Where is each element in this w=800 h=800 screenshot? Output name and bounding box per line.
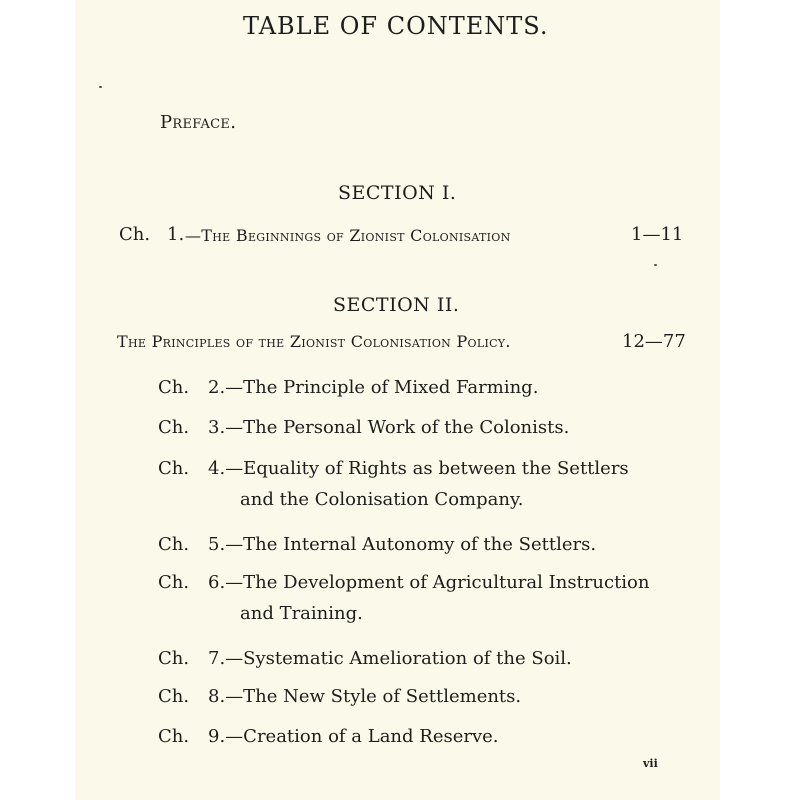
chapter-4-entry: 4.—Equality of Rights as between the Settlers [208,458,629,479]
chapter-3-label: Ch. [158,417,190,438]
book-page [75,0,720,800]
chapter-9-label: Ch. [158,726,190,747]
preface-entry: Preface. [160,112,237,133]
chapter-1-pages: 1—11 [631,224,684,245]
page-folio: vii [643,757,658,770]
chapter-2-entry: 2.—The Principle of Mixed Farming. [208,377,539,398]
section-2-title: SECTION II. [333,294,460,316]
chapter-7-label: Ch. [158,648,190,669]
paper-speck [99,86,102,88]
chapter-6-entry: 6.—The Development of Agricultural Instruction [208,572,650,593]
chapter-1-title: —The Beginnings of Zionist Colonisation [185,226,511,245]
chapter-6-continuation: and Training. [240,603,363,624]
chapter-4-label: Ch. [158,458,190,479]
section-2-pages: 12—77 [622,331,686,352]
chapter-1-label: Ch. [119,224,151,245]
chapter-5-entry: 5.—The Internal Autonomy of the Settlers. [208,534,597,555]
chapter-7-entry: 7.—Systematic Amelioration of the Soil. [208,648,572,669]
section-1-title: SECTION I. [338,182,457,204]
paper-speck [654,264,657,266]
chapter-2-label: Ch. [158,377,190,398]
chapter-6-label: Ch. [158,572,190,593]
chapter-8-entry: 8.—The New Style of Settlements. [208,686,522,707]
chapter-1-number: 1. [167,224,185,245]
page-heading: TABLE OF CONTENTS. [243,12,549,40]
chapter-5-label: Ch. [158,534,190,555]
chapter-3-entry: 3.—The Personal Work of the Colonists. [208,417,570,438]
chapter-4-continuation: and the Colonisation Company. [240,489,524,510]
section-2-subtitle: The Principles of the Zionist Colonisation Policy. [117,332,511,351]
chapter-9-entry: 9.—Creation of a Land Reserve. [208,726,499,747]
chapter-8-label: Ch. [158,686,190,707]
